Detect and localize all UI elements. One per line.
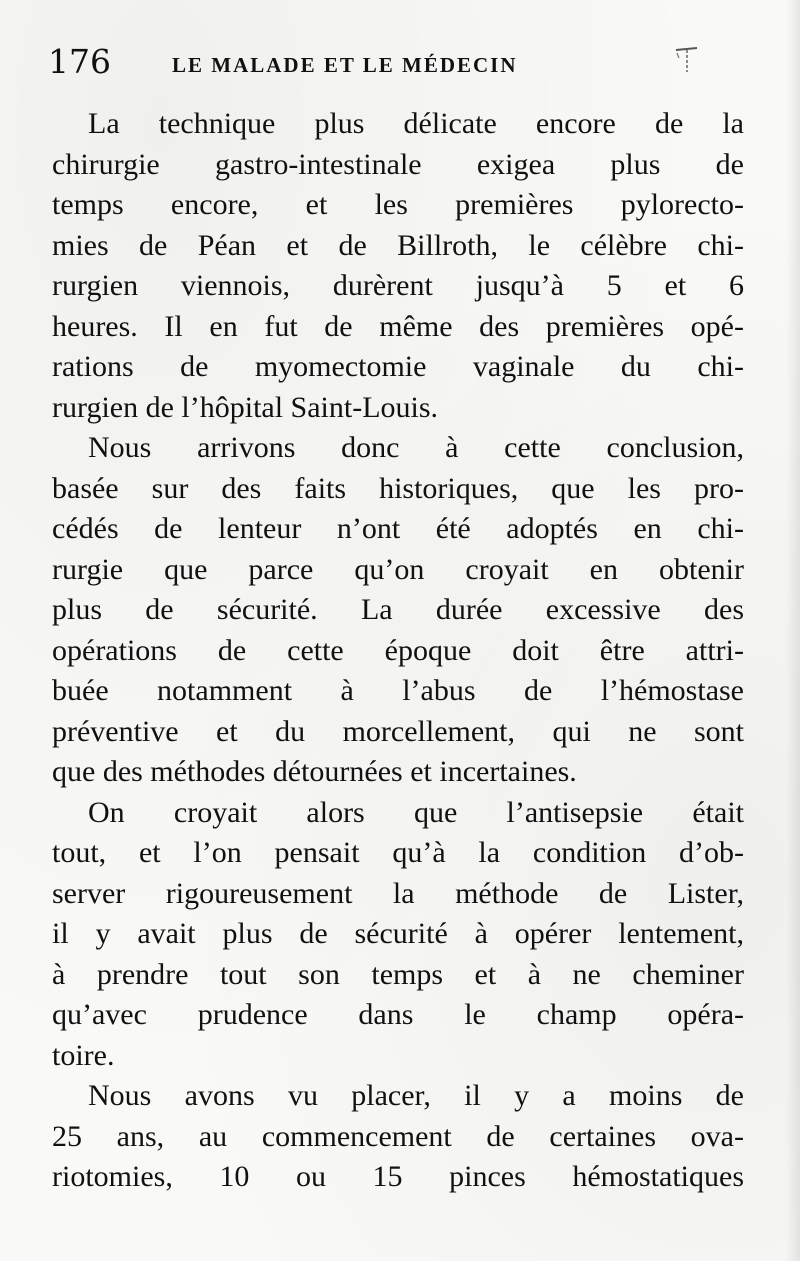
running-title: LE MALADE ET LE MÉDECIN [172,53,518,77]
text-line: à prendre tout son temps et à ne cheminer [52,957,744,991]
text-line: heures. Il en fut de même des premières opé- [52,309,744,343]
text-line: basée sur des faits historiques, que les pro- [52,471,744,505]
text-line: toire. [52,1038,115,1072]
text-line: chirurgie gastro-intestinale exigea plus de [52,147,744,181]
text-line: rurgien viennois, durèrent jusqu’à 5 et 6 [52,269,744,302]
text-line: buée notamment à l’abus de l’hémostase [52,674,744,707]
text-line: mies de Péan et de Billroth, le célèbre chi- [52,228,744,262]
text-line: opérations de cette époque doit être attri- [52,633,744,667]
text-line: rations de myomectomie vaginale du chi- [52,350,744,383]
page-number: 176 [48,42,111,81]
body-text [52,104,744,1198]
text-line: 25 ans, au commencement de certaines ova- [52,1119,744,1153]
text-line: Nous avons vu placer, il y a moins de [88,1079,744,1112]
page-edge-shadow [786,0,800,1261]
text-line: server rigoureusement la méthode de Lister, [52,876,744,910]
running-head [48,42,748,92]
text-line: temps encore, et les premières pylorecto- [52,188,744,221]
text-line: riotomies, 10 ou 15 pinces hémostatiques [52,1160,744,1193]
text-line: cédés de lenteur n’ont été adoptés en chi- [52,512,744,545]
text-line: On croyait alors que l’antisepsie était [88,795,744,829]
text-line: qu’avec prudence dans le champ opéra- [52,998,744,1031]
text-line: plus de sécurité. La durée excessive des [52,593,744,626]
text-line: préventive et du morcellement, qui ne sont [52,714,744,748]
text-line: tout, et l’on pensait qu’à la condition d’ob- [52,836,744,869]
text-line: rurgie que parce qu’on croyait en obtenir [52,552,744,586]
text-line: Nous arrivons donc à cette conclusion, [88,431,744,464]
text-line: rurgien de l’hôpital Saint-Louis. [52,390,439,424]
text-line: que des méthodes détournées et incertaines. [52,755,577,788]
text-line: La technique plus délicate encore de la [88,107,744,140]
ink-mark-icon [673,44,701,76]
text-line: il y avait plus de sécurité à opérer lentement, [52,917,744,950]
